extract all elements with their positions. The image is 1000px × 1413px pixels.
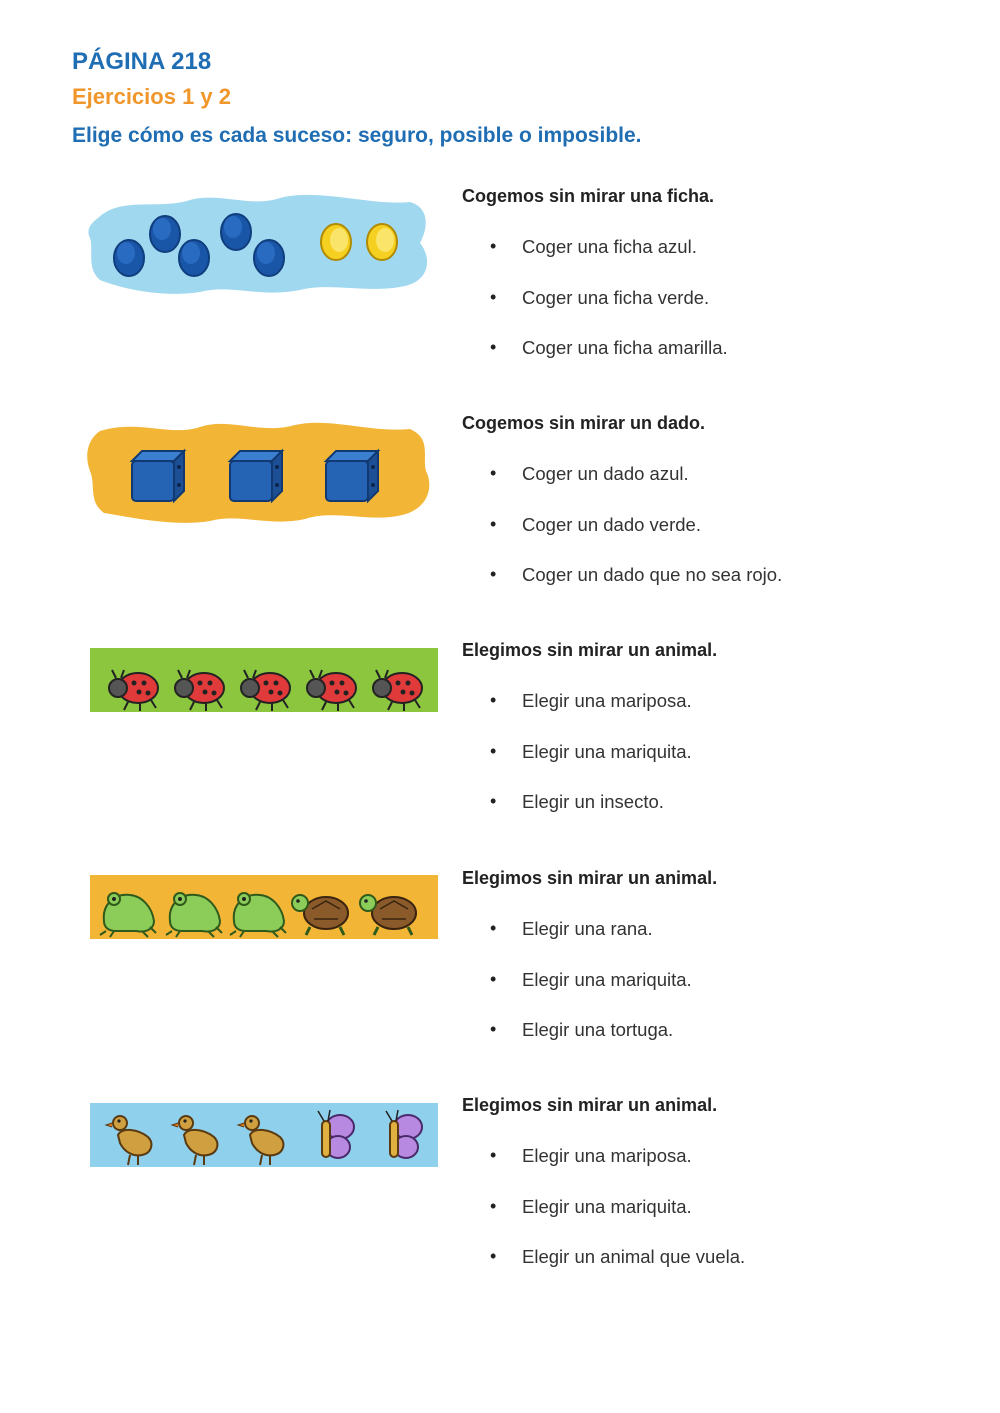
page-subtitle: Ejercicios 1 y 2 bbox=[72, 84, 231, 109]
exercise-1: Cogemos sin mirar una ficha. • Coger una ficha azul. • Coger una ficha verde. • Coger una ficha amarilla. bbox=[0, 186, 1000, 396]
bullet-icon: • bbox=[490, 236, 497, 256]
blue-counter bbox=[221, 214, 251, 250]
bullet-icon: • bbox=[490, 463, 497, 483]
exercise-question: Cogemos sin mirar una ficha. bbox=[462, 186, 715, 206]
bullet-icon: • bbox=[490, 1019, 497, 1039]
bullet-icon: • bbox=[490, 740, 497, 761]
exercise-question: Elegimos sin mirar un animal. bbox=[462, 868, 718, 888]
yellow-counter bbox=[321, 224, 351, 260]
blue-counter bbox=[179, 240, 209, 276]
blue-die bbox=[230, 451, 282, 501]
page-instruction: Elige cómo es cada suceso: seguro, posible o imposible. bbox=[72, 124, 642, 147]
yellow-counter bbox=[367, 224, 397, 260]
birds-butterflies-picture bbox=[84, 1103, 444, 1167]
blue-die bbox=[326, 451, 378, 501]
bullet-icon: • bbox=[490, 791, 497, 811]
bullet-icon: • bbox=[490, 1145, 497, 1165]
blue-die bbox=[132, 451, 184, 501]
blue-counter bbox=[114, 240, 144, 276]
exercise-question: Cogemos sin mirar un dado. bbox=[462, 413, 706, 433]
bullet-icon: • bbox=[490, 968, 497, 989]
exercise-3: Elegimos sin mirar un animal. • Elegir una mariposa. • Elegir una mariquita. • Elegir un insecto. bbox=[0, 640, 1000, 850]
frogs-turtles-picture bbox=[84, 875, 444, 939]
ladybugs-picture bbox=[84, 648, 444, 712]
blue-counter bbox=[254, 240, 284, 276]
bullet-icon: • bbox=[490, 1195, 497, 1216]
bullet-icon: • bbox=[490, 690, 497, 710]
exercise-question: Elegimos sin mirar un animal. bbox=[462, 1095, 718, 1115]
blue-counter bbox=[150, 216, 180, 252]
bullet-icon: • bbox=[490, 286, 497, 307]
exercise-question: Elegimos sin mirar un animal. bbox=[462, 640, 718, 660]
page-title: PÁGINA 218 bbox=[72, 48, 212, 75]
exercise-5: Elegimos sin mirar un animal. • Elegir una mariposa. • Elegir una mariquita. • Elegir un animal que vuela. bbox=[0, 1095, 1000, 1305]
dice-picture bbox=[80, 415, 440, 530]
bullet-icon: • bbox=[490, 337, 497, 357]
exercise-4: Elegimos sin mirar un animal. • Elegir una rana. • Elegir una mariquita. • Elegir una tortuga. bbox=[0, 868, 1000, 1078]
bullet-icon: • bbox=[490, 513, 497, 534]
exercise-2: Cogemos sin mirar un dado. • Coger un dado azul. • Coger un dado verde. • Coger un dado que no sea rojo. bbox=[0, 413, 1000, 623]
bullet-icon: • bbox=[490, 564, 497, 584]
counters-picture bbox=[80, 188, 440, 298]
bullet-icon: • bbox=[490, 1246, 497, 1266]
bullet-icon: • bbox=[490, 918, 497, 938]
